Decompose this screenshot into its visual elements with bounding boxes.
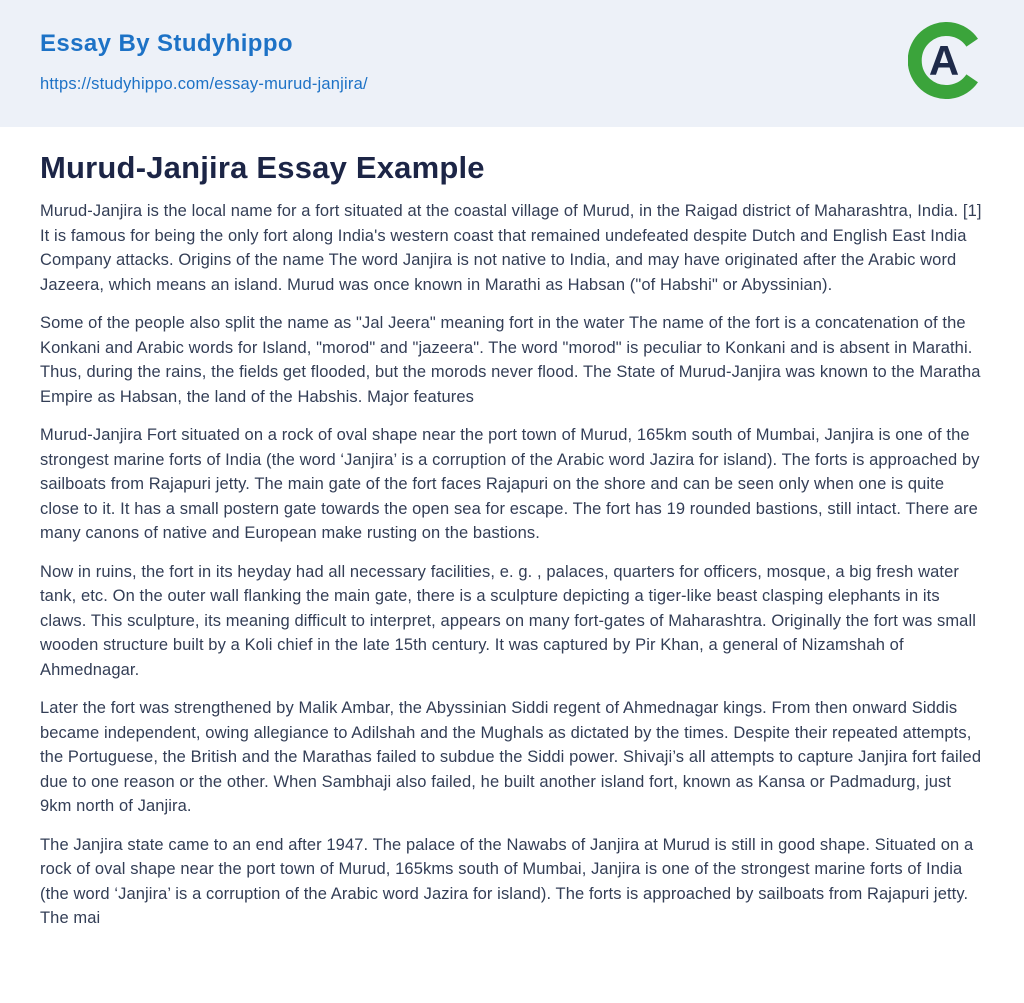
page-title: Murud-Janjira Essay Example — [40, 150, 485, 185]
studyhippo-logo-icon — [908, 22, 985, 99]
logo-letter: A — [928, 37, 960, 84]
essay-paragraph: Now in ruins, the fort in its heyday had all necessary facilities, e. g. , palaces, quarters for officers, mosque, a big fresh water tank, etc. On the outer wall flanking the main gate, there is a sculpture depicting a tiger-like beast clasping elephants in its claws. This sculpture, its meaning difficult to interpret, appears on many fort-gates of Maharashtra. Originally the fort was small wooden structure built by a Koli chief in the late 15th century. It was captured by Pir Khan, a general of Nizamshah of Ahmednagar. — [40, 562, 976, 679]
essay-paragraph: Murud-Janjira is the local name for a fort situated at the coastal village of Murud, in the Raigad district of Maharashtra, India. [1] It is famous for being the only fort along India's western coast that remained undefeated despite Dutch and English East India Company attacks. Origins of the name The word Janjira is not native to India, and may have originated after the Arabic word Jazeera, which means an island. Murud was once known in Marathi as Habsan ("of Habshi" or Abyssinian). — [40, 202, 982, 294]
essay-url-link[interactable]: https://studyhippo.com/essay-murud-janjira/ — [40, 75, 368, 93]
page-header — [0, 0, 1024, 127]
essay-paragraph: Murud-Janjira Fort situated on a rock of oval shape near the port town of Murud, 165km south of Mumbai, Janjira is one of the strongest marine forts of India (the word ‘Janjira’ is a corruption of the Arabic word Jazira for island). The forts is approached by sailboats from Rajapuri jetty. The main gate of the fort faces Rajapuri on the shore and can be seen only when one is quite close to it. It has a small postern gate towards the open sea for escape. The fort has 19 rounded bastions, still intact. There are many canons of native and European make rusting on the bastions. — [40, 426, 980, 542]
essay-paragraph: Later the fort was strengthened by Malik Ambar, the Abyssinian Siddi regent of Ahmednagar kings. From then onward Siddis became independent, owing allegiance to Adilshah and the Mughals as dictated by the times. Despite their repeated attempts, the Portuguese, the British and the Marathas failed to subdue the Siddi power. Shivaji’s all attempts to capture Janjira fort failed due to one reason or the other. When Sambhaji also failed, he built another island fort, known as Kansa or Padmadurg, just 9km north of Janjira. — [40, 699, 982, 815]
essay-content — [0, 127, 1024, 931]
essay-paragraph: Some of the people also split the name as "Jal Jeera" meaning fort in the water The name of the fort is a concatenation of the Konkani and Arabic words for Island, "morod" and "jazeera". The word "morod" is peculiar to Konkani and is absent in Marathi. Thus, during the rains, the fields get flooded, but the morods never flood. The State of Murud-Janjira was known to the Maratha Empire as Habsan, the land of the Habshis. Major features — [40, 314, 981, 406]
site-title-link[interactable]: Essay By Studyhippo — [40, 30, 293, 57]
essay-paragraph: The Janjira state came to an end after 1947. The palace of the Nawabs of Janjira at Murud is still in good shape. Situated on a rock of oval shape near the port town of Murud, 165kms south of Mumbai, Janjira is one of the strongest marine forts of India (the word ‘Janjira’ is a corruption of the Arabic word Jazira for island). The forts is approached by sailboats from Rajapuri jetty. The mai — [40, 835, 974, 927]
